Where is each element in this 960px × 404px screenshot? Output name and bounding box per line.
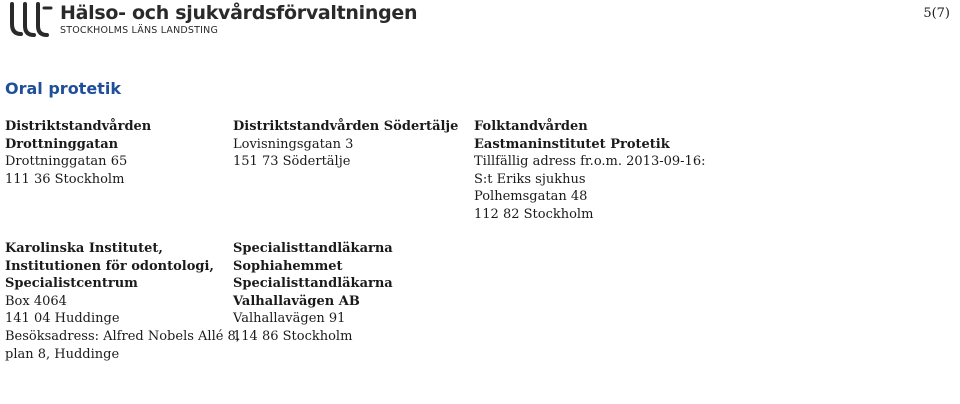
address-line: Karolinska Institutet, [5, 241, 163, 256]
address-line: 114 86 Stockholm [233, 328, 353, 344]
address-line: Valhallavägen AB [233, 293, 360, 309]
clinic-address-specialisttandlakarna [233, 240, 393, 346]
page-header [4, 0, 956, 40]
clinic-address-distriktstandvarden-sodertalje [233, 118, 458, 171]
address-line: Drottninggatan [5, 136, 119, 152]
organization-subtitle: STOCKHOLMS LÄNS LANDSTING [60, 25, 219, 36]
section-title: Oral protetik [5, 79, 121, 98]
address-line: Valhallavägen 91 [233, 311, 346, 327]
address-line: Eastmaninstitutet Protetik [474, 136, 670, 152]
address-line: Distriktstandvården [5, 119, 152, 134]
address-line: Drottninggatan 65 [5, 154, 128, 170]
address-line: Tillfällig adress fr.o.m. 2013-09-16: [474, 154, 706, 170]
address-line: Besöksadress: Alfred Nobels Allé 8, [5, 328, 240, 344]
organization-name: Hälso- och sjukvårdsförvaltningen [60, 2, 418, 24]
address-line: 112 82 Stockholm [474, 206, 594, 222]
address-line: Institutionen för odontologi, [5, 258, 214, 274]
page-number: 5(7) [923, 6, 950, 21]
clinic-address-eastmaninstitutet [474, 118, 705, 224]
county-council-logo-icon [8, 2, 54, 38]
address-line: Polhemsgatan 48 [474, 189, 588, 205]
address-line: Lovisningsgatan 3 [233, 136, 354, 152]
address-line: Specialisttandläkarna [233, 241, 393, 256]
address-line: Folktandvården [474, 119, 588, 134]
address-line: Specialisttandläkarna [233, 276, 393, 292]
address-line: Sophiahemmet [233, 258, 343, 274]
address-line: S:t Eriks sjukhus [474, 171, 586, 187]
address-line: 111 36 Stockholm [5, 171, 125, 187]
address-line: Box 4064 [5, 293, 67, 309]
clinic-address-distriktstandvarden-drottninggatan [5, 118, 151, 188]
address-line: plan 8, Huddinge [5, 346, 120, 362]
clinic-address-karolinska-institutet [5, 240, 240, 363]
address-line: Specialistcentrum [5, 276, 138, 292]
address-line: Distriktstandvården Södertälje [233, 119, 459, 134]
address-line: 151 73 Södertälje [233, 154, 351, 170]
address-line: 141 04 Huddinge [5, 311, 120, 327]
